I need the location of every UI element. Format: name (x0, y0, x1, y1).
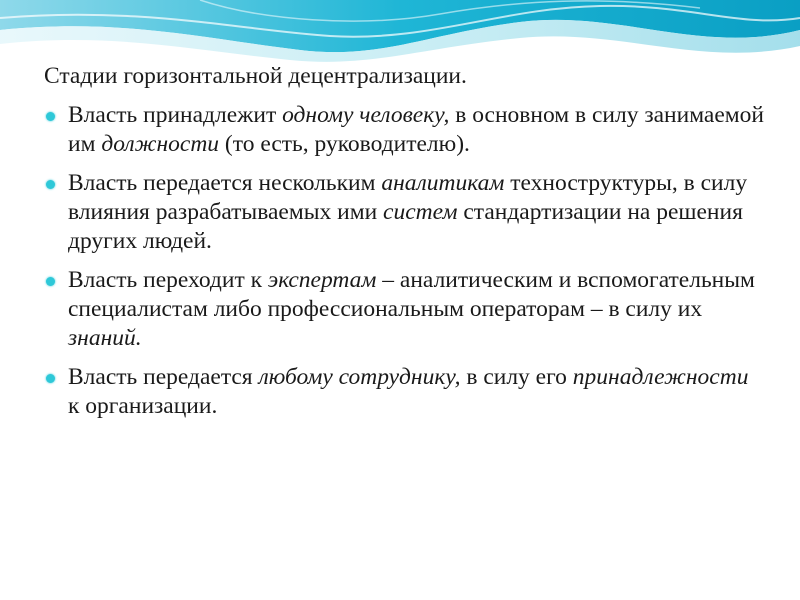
bullet-text: – аналитическим и вспомогательным специалистам либо профессиональным операторам – в силу их (68, 267, 755, 322)
bullet-dot-icon (46, 277, 55, 286)
bullet-emphasis: знаний. (68, 325, 142, 351)
bullet-item (44, 363, 764, 421)
slide-heading: Стадии горизонтальной децентрализации. (44, 63, 467, 89)
bullet-text: в силу его (460, 364, 573, 390)
bullet-text: Власть передается нескольким (68, 170, 382, 196)
bullet-text: техноструктуры, в силу влияния разрабатываемых ими (68, 170, 748, 225)
bullet-item (44, 101, 764, 159)
bullet-text: (то есть, руководителю). (219, 131, 470, 157)
bullet-emphasis: экспертам (267, 267, 377, 293)
bullet-emphasis: должности (101, 131, 220, 157)
bullet-item (44, 266, 764, 353)
bullet-text: Власть принадлежит (68, 102, 283, 128)
bullet-text: стандартизации на решения других людей. (68, 199, 743, 254)
bullet-dot-icon (46, 180, 55, 189)
bullet-emphasis: любому сотруднику, (258, 364, 461, 390)
slide-content (44, 62, 764, 431)
bullet-emphasis: принадлежности (572, 364, 749, 390)
bullet-text: Власть переходит к (68, 267, 268, 293)
bullet-emphasis: систем (383, 199, 458, 225)
bullet-emphasis: аналитикам (381, 170, 505, 196)
bullet-text: Власть передается (68, 364, 259, 390)
bullet-item (44, 169, 764, 256)
bullet-list (44, 101, 764, 421)
bullet-dot-icon (46, 112, 55, 121)
wave-header-decoration (0, 0, 800, 70)
bullet-emphasis: одному человеку, (282, 102, 450, 128)
bullet-text: к организации. (68, 393, 218, 419)
bullet-dot-icon (46, 374, 55, 383)
bullet-text: в основном в силу занимаемой им (68, 102, 764, 157)
